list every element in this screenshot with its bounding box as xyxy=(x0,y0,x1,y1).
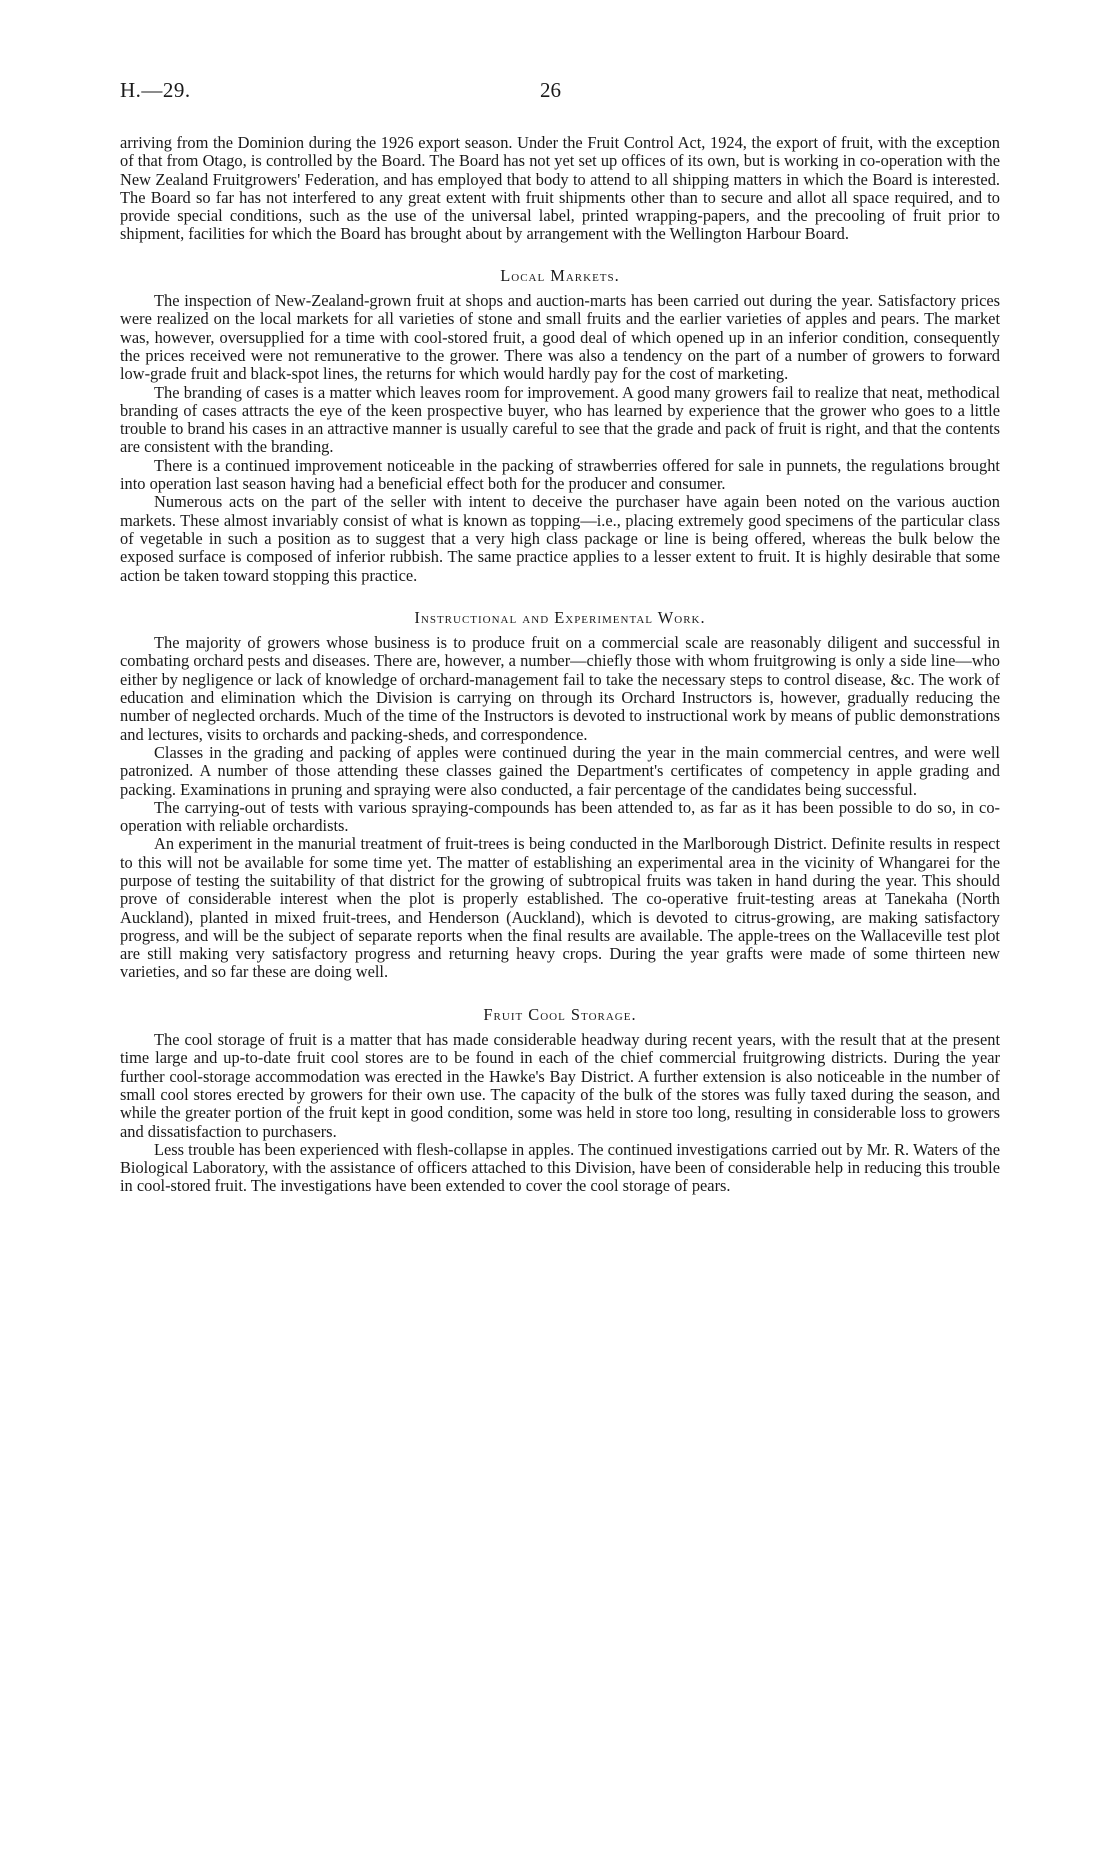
heading-local-markets: Local Markets. xyxy=(500,265,620,285)
paragraph: Numerous acts on the part of the seller with intent to deceive the purchaser have again been noted on the various auction markets. These almost invariably consist of what is known as topping—i.e., placing extremely good specimens of the particular class of vegetable in such a position as to suggest that a very high class package or line is being offered, whereas the bulk below the exposed surface is composed of inferior rubbish. The same practice applies to a lesser extent to fruit. It is highly desirable that some action be taken toward stopping this practice. xyxy=(120,492,1000,585)
document-reference: H.—29. xyxy=(120,78,191,102)
paragraph: The branding of cases is a matter which leaves room for improvement. A good many growers fail to realize that neat, methodical branding of cases attracts the eye of the keen prospective buyer, who has learned by experience that the grower who goes to a little trouble to brand his cases in an attractive manner is usually careful to see that the grade and pack of fruit is right, and that the contents are consistent with the branding. xyxy=(120,382,1000,457)
paragraph: Less trouble has been experienced with flesh-collapse in apples. The continued investigations carried out by Mr. R. Waters of the Biological Laboratory, with the assistance of officers attached to this Division, have been of considerable help in reducing this trouble in cool-stored fruit. The investigations have been extended to cover the cool storage of pears. xyxy=(120,1139,1000,1196)
paragraph: The cool storage of fruit is a matter that has made considerable headway during recent years, with the result that at the present time large and up-to-date fruit cool stores are to be found in each of the chief commercial fruitgrowing districts. During the year further cool-storage accommodation was erected in the Hawke's Bay District. A further extension is also noticeable in the number of small cool stores erected by growers for their own use. The capacity of the bulk of the stores was fully taxed during the season, and while the greater portion of the fruit kept in good condition, some was held in store too long, resulting in considerable loss to growers and dissatisfaction to purchasers. xyxy=(120,1030,1000,1141)
paragraph: Classes in the grading and packing of apples were continued during the year in the main commercial centres, and were well patronized. A number of those attending these classes gained the Department's certificates of competency in apple grading and packing. Examinations in pruning and spraying were also conducted, a fair percentage of the candidates being successful. xyxy=(120,742,1000,799)
heading-instructional-work: Instructional and Experimental Work. xyxy=(414,607,706,627)
paragraph: An experiment in the manurial treatment of fruit-trees is being conducted in the Marlborough District. Definite results in respect to this will not be available for some time yet. The matter of establishing an experimental area in the vicinity of Whangarei for the purpose of testing the suitability of that district for the growing of subtropical fruits was taken in hand during the year. This should prove of considerable interest when the plot is properly established. The co-operative fruit-testing areas at Tanekaha (North Auckland), planted in mixed fruit-trees, and Henderson (Auckland), which is devoted to citrus-growing, are making satisfactory progress, and will be the subject of separate reports when the final results are available. The apple-trees on the Wallaceville test plot are still making very satisfactory progress and returning heavy crops. During the year grafts were made of some thirteen new varieties, and so far these are doing well. xyxy=(120,834,1000,982)
continued-paragraph: arriving from the Dominion during the 1926 export season. Under the Fruit Control Act, 1924, the export of fruit, with the exception of that from Otago, is controlled by the Board. The Board has not yet set up offices of its own, but is working in co-operation with the New Zealand Fruitgrowers' Federation, and has employed that body to attend to all shipping matters in which the Board is interested. The Board so far has not interfered to any great extent with fruit shipments other than to secure and allot all space required, and to provide special conditions, such as the use of the universal label, printed wrapping-papers, and the precooling of fruit prior to shipment, facilities for which the Board has brought about by arrangement with the Wellington Harbour Board. xyxy=(120,133,1000,244)
document-body xyxy=(120,134,1000,1196)
paragraph: The majority of growers whose business is to produce fruit on a commercial scale are reasonably diligent and successful in combating orchard pests and diseases. There are, however, a number—chiefly those with whom fruitgrowing is only a side line—who either by negligence or lack of knowledge of orchard-management fail to take the necessary steps to control disease, &c. The work of education and elimination which the Division is carrying on through its Orchard Instructors is, however, gradually reducing the number of neglected orchards. Much of the time of the Instructors is devoted to instructional work by means of public demonstrations and lectures, visits to orchards and packing-sheds, and correspondence. xyxy=(120,633,1000,744)
page-header xyxy=(120,78,1000,106)
paragraph: The carrying-out of tests with various spraying-compounds has been attended to, as far as it has been possible to do so, in co-operation with reliable orchardists. xyxy=(120,797,1000,836)
paragraph: There is a continued improvement noticeable in the packing of strawberries offered for sale in punnets, the regulations brought into operation last season having had a beneficial effect both for the producer and consumer. xyxy=(120,455,1000,494)
page-number: 26 xyxy=(540,78,561,102)
heading-fruit-cool-storage: Fruit Cool Storage. xyxy=(483,1004,637,1024)
paragraph: The inspection of New-Zealand-grown fruit at shops and auction-marts has been carried out during the year. Satisfactory prices were realized on the local markets for all varieties of stone and small fruits and the earlier varieties of apples and pears. The market was, however, oversupplied for a time with cool-stored fruit, a good deal of which opened up in an inferior condition, consequently the prices received were not remunerative to the grower. There was also a tendency on the part of a number of growers to forward low-grade fruit and black-spot lines, the returns for which would hardly pay for the cost of marketing. xyxy=(120,291,1000,384)
